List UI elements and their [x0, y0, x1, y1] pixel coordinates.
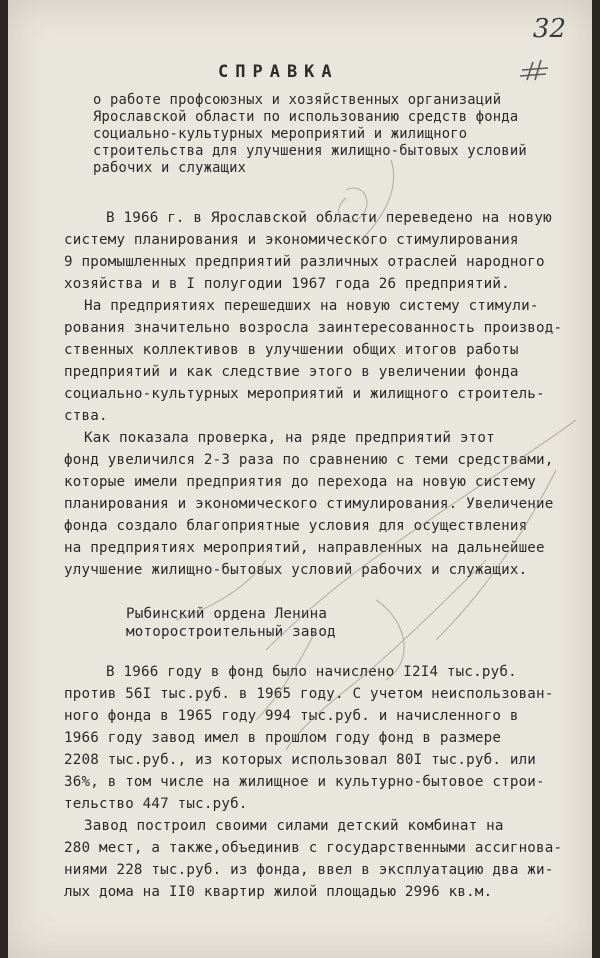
paragraph-line: которые имели предприятия до перехода на новую систему [64, 474, 537, 490]
document-title: СПРАВКА [218, 62, 339, 82]
paragraph-line: Как показала проверка, на ряде предприятий этот [84, 430, 495, 446]
paragraph-line: социально-культурных мероприятий и жилищного строитель- [64, 386, 545, 402]
document-page [8, 0, 592, 958]
paragraph-line: 36%, в том числе на жилищное и культурно-бытовое строи- [64, 774, 545, 790]
paragraph-line: Завод построил своими силами детский комбинат на [84, 818, 504, 834]
paragraph-line: ства. [64, 408, 108, 424]
paragraph-line: 9 промышленных предприятий различных отраслей народного [64, 254, 545, 270]
paragraph-line: тельство 447 тыс.руб. [64, 796, 248, 812]
paragraph-line: систему планирования и экономического стимулирования [64, 232, 519, 248]
paragraph-line: ного фонда в 1965 году 994 тыс.руб. и начисленного в [64, 708, 519, 724]
paragraph-line: фонд увеличился 2-3 раза по сравнению с теми средствами, [64, 452, 554, 468]
paragraph-line: 2208 тыс.руб., из которых использовал 80I тыс.руб. или [64, 752, 537, 768]
paragraph-line: В 1966 г. в Ярославской области переведено на новую [106, 210, 552, 226]
section-heading: Рыбинский ордена Ленина [126, 606, 328, 622]
paragraph-line: на предприятиях мероприятий, направленных на дальнейшее [64, 540, 545, 556]
paragraph-line: ственных коллективов в улучшении общих итогов работы [64, 342, 519, 358]
subtitle-line: о работе профсоюзных и хозяйственных организаций [93, 92, 502, 108]
section-heading: моторостроительный завод [126, 624, 336, 640]
paragraph-line: 280 мест, а также,объединив с государственными ассигнова- [64, 840, 563, 856]
paragraph-line: против 56I тыс.руб. в 1965 году. С учетом неиспользован- [64, 686, 554, 702]
paragraph-line: планирования и экономического стимулирования. Увеличение [64, 496, 554, 512]
paragraph-line: В 1966 году в фонд было начислено I2I4 тыс.руб. [106, 664, 517, 680]
subtitle-line: строительства для улучшения жилищно-бытовых условий [93, 143, 527, 159]
paragraph-line: ниями 228 тыс.руб. из фонда, ввел в эксплуатацию два жи- [64, 862, 554, 878]
paragraph-line: рования значительно возросла заинтересованность производ- [64, 320, 563, 336]
paragraph-line: На предприятиях перешедших на новую систему стимули- [84, 298, 539, 314]
paragraph-line: лых дома на II0 квартир жилой площадью 2996 кв.м. [64, 884, 493, 900]
paragraph-line: улучшение жилищно-бытовых условий рабочих и служащих. [64, 562, 528, 578]
subtitle-line: Ярославской области по использованию средств фонда [93, 109, 519, 125]
page-number: 32 [532, 14, 566, 44]
paragraph-line: фонда создало благоприятные условия для осуществления [64, 518, 528, 534]
paragraph-line: 1966 году завод имел в прошлом году фонд в размере [64, 730, 502, 746]
subtitle-line: социально-культурных мероприятий и жилищного [93, 126, 468, 142]
subtitle-line: рабочих и служащих [93, 160, 247, 176]
paragraph-line: хозяйства и в I полугодии 1967 года 26 предприятий. [64, 276, 510, 292]
paragraph-line: предприятий и как следствие этого в увеличении фонда [64, 364, 519, 380]
